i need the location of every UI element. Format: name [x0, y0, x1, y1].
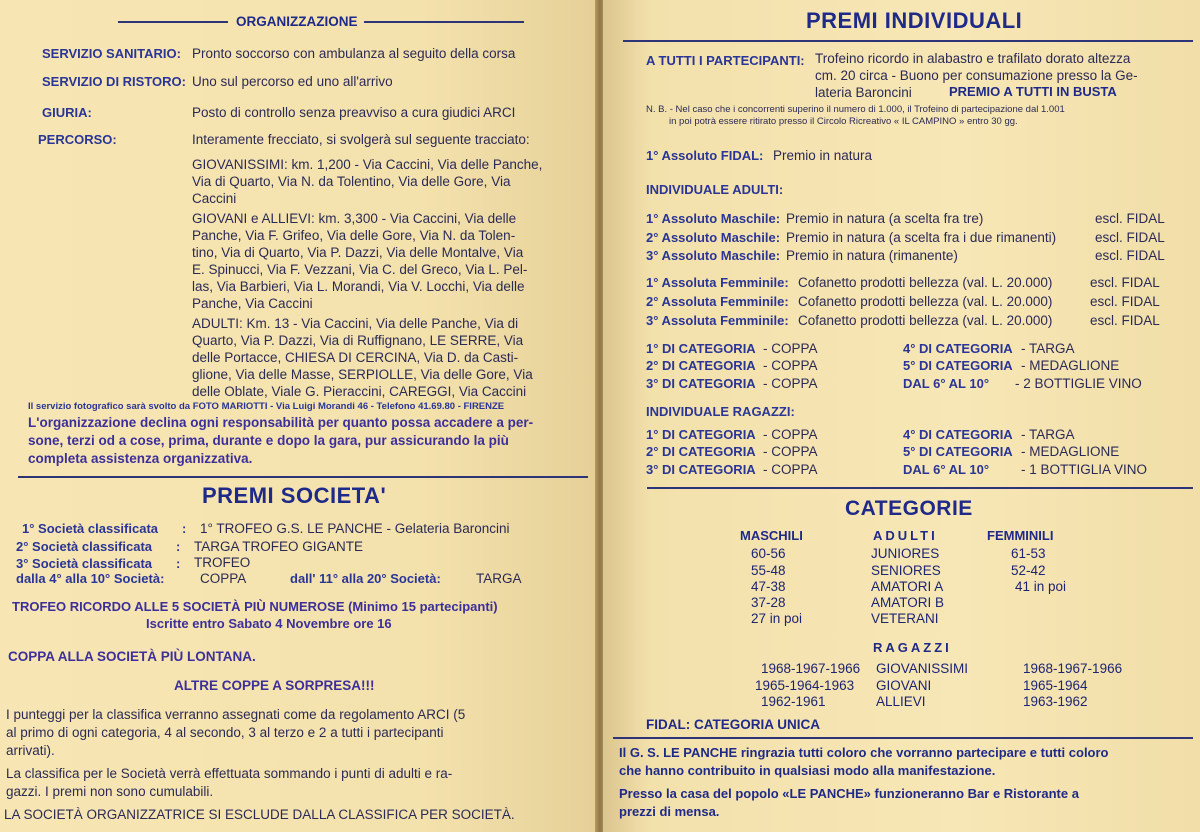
maschile-text: Premio in natura (rimanente) [786, 248, 958, 263]
route-line: Via di Quarto, Via N. da Tolentino, Via delle Gore, Via [192, 174, 511, 189]
categoria-text: - COPPA [763, 376, 818, 391]
adulti-val: JUNIORES [871, 546, 940, 561]
org-text: Pronto soccorso con ambulanza al seguito della corsa [192, 46, 516, 61]
esclude-note: LA SOCIETÀ ORGANIZZATRICE SI ESCLUDE DALLA CLASSIFICA PER SOCIETÀ. [4, 807, 515, 822]
divider [118, 21, 228, 23]
route-line: glione, Via delle Masse, SERPIOLLE, Via delle Gore, Via [192, 367, 533, 382]
femminile-note: escl. FIDAL [1090, 313, 1160, 328]
route-line: ADULTI: Km. 13 - Via Caccini, Via delle Panche, Via di [192, 316, 519, 331]
ragazzi-f: 1963-1962 [1023, 694, 1088, 709]
ragazzi-f: 1965-1964 [1023, 678, 1088, 693]
maschili-val: 37-28 [751, 595, 786, 610]
fidal-unica: FIDAL: CATEGORIA UNICA [646, 717, 820, 732]
femminile-label: 2° Assoluta Femminile: [646, 294, 789, 309]
maschile-text: Premio in natura (a scelta fra i due rimanenti) [786, 230, 1057, 245]
categoria-label: 4° DI CATEGORIA [903, 341, 1013, 356]
route-line: tino, Via di Quarto, Via P. Dazzi, Via delle Montalve, Via [192, 245, 524, 260]
adulti-heading: INDIVIDUALE ADULTI: [646, 182, 784, 197]
divider [647, 487, 1193, 489]
femminile-text: Cofanetto prodotti bellezza (val. L. 20.000) [798, 275, 1053, 290]
categoria-text: - MEDAGLIONE [1021, 358, 1120, 373]
org-text: Uno sul percorso ed uno all'arrivo [192, 74, 393, 89]
altre-coppe: ALTRE COPPE A SORPRESA!!! [174, 678, 375, 693]
maschile-label: 2° Assoluto Maschile: [646, 230, 781, 245]
maschile-label: 3° Assoluto Maschile: [646, 248, 781, 263]
femminile-note: escl. FIDAL [1090, 294, 1160, 309]
ragazzi-heading: INDIVIDUALE RAGAZZI: [646, 404, 795, 419]
adulti-val: VETERANI [871, 611, 939, 626]
ragazzi-c: GIOVANISSIMI [876, 661, 969, 676]
categoria-label: 4° DI CATEGORIA [903, 427, 1013, 442]
disclaimer-line: sone, terzi od a cose, prima, durante e dopo la gara, pur assicurando la più [28, 433, 509, 448]
punteggi-line: arrivati). [6, 743, 55, 758]
org-label: PERCORSO: [38, 132, 117, 147]
maschili-val: 27 in poi [751, 611, 803, 626]
maschile-note: escl. FIDAL [1095, 248, 1165, 263]
societa-text: 1° TROFEO G.S. LE PANCHE - Gelateria Baroncini [200, 521, 510, 536]
punteggi-line: I punteggi per la classifica verranno assegnati come da regolamento ARCI (5 [6, 707, 466, 722]
societa-text: TARGA [476, 571, 522, 586]
org-label: SERVIZIO SANITARIO: [42, 46, 181, 61]
femminile-label: 1° Assoluta Femminile: [646, 275, 789, 290]
presso-line: Presso la casa del popolo «LE PANCHE» funzioneranno Bar e Ristorante a [619, 786, 1079, 801]
photo-note: Il servizio fotografico sarà svolto da FOTO MARIOTTI - Via Luigi Morandi 46 - Telefono 41.69.80 - FIRENZE [28, 401, 505, 412]
ragazzi-c: ALLIEVI [876, 694, 926, 709]
categoria-text: - TARGA [1021, 341, 1075, 356]
categoria-text: - 2 BOTTIGLIE VINO [1015, 376, 1142, 391]
femminili-val: 52-42 [1011, 563, 1046, 578]
route-line: Panche, Via Caccini [192, 296, 313, 311]
femminili-val: 41 in poi [1015, 579, 1067, 594]
iscritte-note: Iscritte entro Sabato 4 Novembre ore 16 [146, 616, 392, 631]
categoria-text: - COPPA [763, 358, 818, 373]
societa-sep: : [176, 539, 181, 554]
nb-line: in poi potrà essere ritirato presso il Circolo Ricreativo « IL CAMPINO » entro 30 gg. [669, 116, 1018, 127]
societa-sep: : [182, 521, 187, 536]
route-line: delle Oblate, Viale G. Pieraccini, CAREGGI, Via Caccini [192, 384, 527, 399]
classifica-line: gazzi. I premi non sono cumulabili. [6, 784, 214, 799]
societa-sep: : [176, 556, 181, 571]
divider [18, 476, 588, 478]
route-line: Quarto, Via P. Dazzi, Via di Ruffignano, LE SERRE, Via [192, 333, 524, 348]
maschili-val: 47-38 [751, 579, 786, 594]
divider [623, 40, 1193, 42]
route-line: E. Spinucci, Via F. Vezzani, Via C. del Greco, Via L. Pel- [192, 262, 528, 277]
categoria-label: DAL 6° AL 10° [903, 462, 990, 477]
societa-label: 2° Società classificata [16, 539, 152, 554]
fidal-text: Premio in natura [773, 148, 873, 163]
col-adulti: ADULTI [873, 528, 938, 543]
femminile-text: Cofanetto prodotti bellezza (val. L. 20.000) [798, 294, 1053, 309]
femminili-val: 61-53 [1011, 546, 1046, 561]
ringrazia-line: che hanno contribuito in qualsiasi modo alla manifestazione. [619, 763, 996, 778]
ragazzi-title: RAGAZZI [873, 640, 952, 655]
societa-label: 1° Società classificata [22, 521, 158, 536]
categoria-text: - COPPA [763, 462, 818, 477]
col-femminili: FEMMINILI [987, 528, 1054, 543]
categoria-label: 2° DI CATEGORIA [646, 444, 756, 459]
ragazzi-m: 1968-1967-1966 [761, 661, 861, 676]
maschili-val: 55-48 [751, 563, 786, 578]
adulti-val: AMATORI B [871, 595, 945, 610]
divider [613, 737, 1193, 739]
ragazzi-m: 1962-1961 [761, 694, 826, 709]
femminile-note: escl. FIDAL [1090, 275, 1160, 290]
tutti-line: Trofeino ricordo in alabastro e trafilato dorato altezza [815, 51, 1131, 66]
org-text: Interamente frecciato, si svolgerà sul seguente tracciato: [192, 132, 530, 147]
maschile-label: 1° Assoluto Maschile: [646, 211, 781, 226]
societa-label: dalla 4° alla 10° Società: [16, 571, 165, 586]
coppa-lontana: COPPA ALLA SOCIETÀ PIÙ LONTANA. [8, 649, 256, 664]
organizzazione-heading: ORGANIZZAZIONE [236, 14, 358, 29]
societa-text: COPPA [200, 571, 247, 586]
categoria-text: - COPPA [763, 341, 818, 356]
maschile-note: escl. FIDAL [1095, 230, 1165, 245]
categoria-label: 3° DI CATEGORIA [646, 376, 756, 391]
categorie-title: CATEGORIE [845, 497, 973, 520]
route-line: delle Portacce, CHIESA DI CERCINA, Via D. da Casti- [192, 350, 519, 365]
tutti-label: A TUTTI I PARTECIPANTI: [646, 53, 805, 68]
route-line: GIOVANISSIMI: km. 1,200 - Via Caccini, Via delle Panche, [192, 157, 543, 172]
categoria-text: - 1 BOTTIGLIA VINO [1021, 462, 1148, 477]
categoria-label: 5° DI CATEGORIA [903, 358, 1013, 373]
disclaimer-line: L'organizzazione declina ogni responsabilità per quanto possa accadere a per- [28, 415, 534, 430]
route-line: Panche, Via F. Grifeo, Via delle Gore, Via N. da Tolen- [192, 228, 516, 243]
maschile-text: Premio in natura (a scelta fra tre) [786, 211, 984, 226]
femminile-label: 3° Assoluta Femminile: [646, 313, 789, 328]
divider [364, 21, 524, 23]
societa-label: dall' 11° alla 20° Società: [290, 571, 441, 586]
categoria-text: - COPPA [763, 427, 818, 442]
maschile-note: escl. FIDAL [1095, 211, 1165, 226]
categoria-label: 1° DI CATEGORIA [646, 341, 756, 356]
ragazzi-m: 1965-1964-1963 [755, 678, 855, 693]
trofeo-ricordo: TROFEO RICORDO ALLE 5 SOCIETÀ PIÙ NUMEROSE (Minimo 15 partecipanti) [12, 599, 498, 614]
categoria-text: - MEDAGLIONE [1021, 444, 1120, 459]
disclaimer-line: completa assistenza organizzativa. [28, 451, 253, 466]
premi-societa-title: PREMI SOCIETA' [202, 483, 387, 508]
org-label: GIURIA: [42, 105, 92, 120]
categoria-label: 1° DI CATEGORIA [646, 427, 756, 442]
fidal-label: 1° Assoluto FIDAL: [646, 148, 764, 163]
ringrazia-line: Il G. S. LE PANCHE ringrazia tutti coloro che vorranno partecipare e tutti coloro [619, 745, 1109, 760]
org-text: Posto di controllo senza preavviso a cura giudici ARCI [192, 105, 516, 120]
adulti-val: SENIORES [871, 563, 941, 578]
societa-text: TARGA TROFEO GIGANTE [194, 539, 364, 554]
categoria-label: 5° DI CATEGORIA [903, 444, 1013, 459]
tutti-line: cm. 20 circa - Buono per consumazione presso la Ge- [815, 68, 1138, 83]
route-line: Caccini [192, 191, 237, 206]
nb-line: N. B. - Nel caso che i concorrenti superino il numero di 1.000, il Trofeino di partecipazione dal 1.001 [646, 104, 1065, 115]
maschili-val: 60-56 [751, 546, 786, 561]
classifica-line: La classifica per le Società verrà effettuata sommando i punti di adulti e ra- [6, 766, 453, 781]
ragazzi-f: 1968-1967-1966 [1023, 661, 1123, 676]
categoria-label: 3° DI CATEGORIA [646, 462, 756, 477]
societa-text: TROFEO [194, 555, 251, 570]
premi-individuali-title: PREMI INDIVIDUALI [806, 8, 1023, 33]
org-label: SERVIZIO DI RISTORO: [42, 74, 186, 89]
adulti-val: AMATORI A [871, 579, 944, 594]
punteggi-line: al primo di ogni categoria, 4 al secondo, 3 al terzo e 2 a tutti i partecipanti [6, 725, 444, 740]
right-page [603, 0, 1200, 832]
categoria-label: DAL 6° AL 10° [903, 376, 990, 391]
col-maschili: MASCHILI [740, 528, 803, 543]
ragazzi-c: GIOVANI [876, 678, 932, 693]
presso-line: prezzi di mensa. [619, 804, 720, 819]
route-line: GIOVANI e ALLIEVI: km. 3,300 - Via Caccini, Via delle [192, 211, 517, 226]
premio-busta: PREMIO A TUTTI IN BUSTA [949, 84, 1117, 99]
categoria-label: 2° DI CATEGORIA [646, 358, 756, 373]
femminile-text: Cofanetto prodotti bellezza (val. L. 20.000) [798, 313, 1053, 328]
categoria-text: - COPPA [763, 444, 818, 459]
societa-label: 3° Società classificata [16, 556, 152, 571]
left-page [0, 0, 597, 832]
route-line: las, Via Barbieri, Via L. Morandi, Via V. Locchi, Via delle [192, 279, 525, 294]
tutti-line: lateria Baroncini [815, 85, 912, 100]
categoria-text: - TARGA [1021, 427, 1075, 442]
